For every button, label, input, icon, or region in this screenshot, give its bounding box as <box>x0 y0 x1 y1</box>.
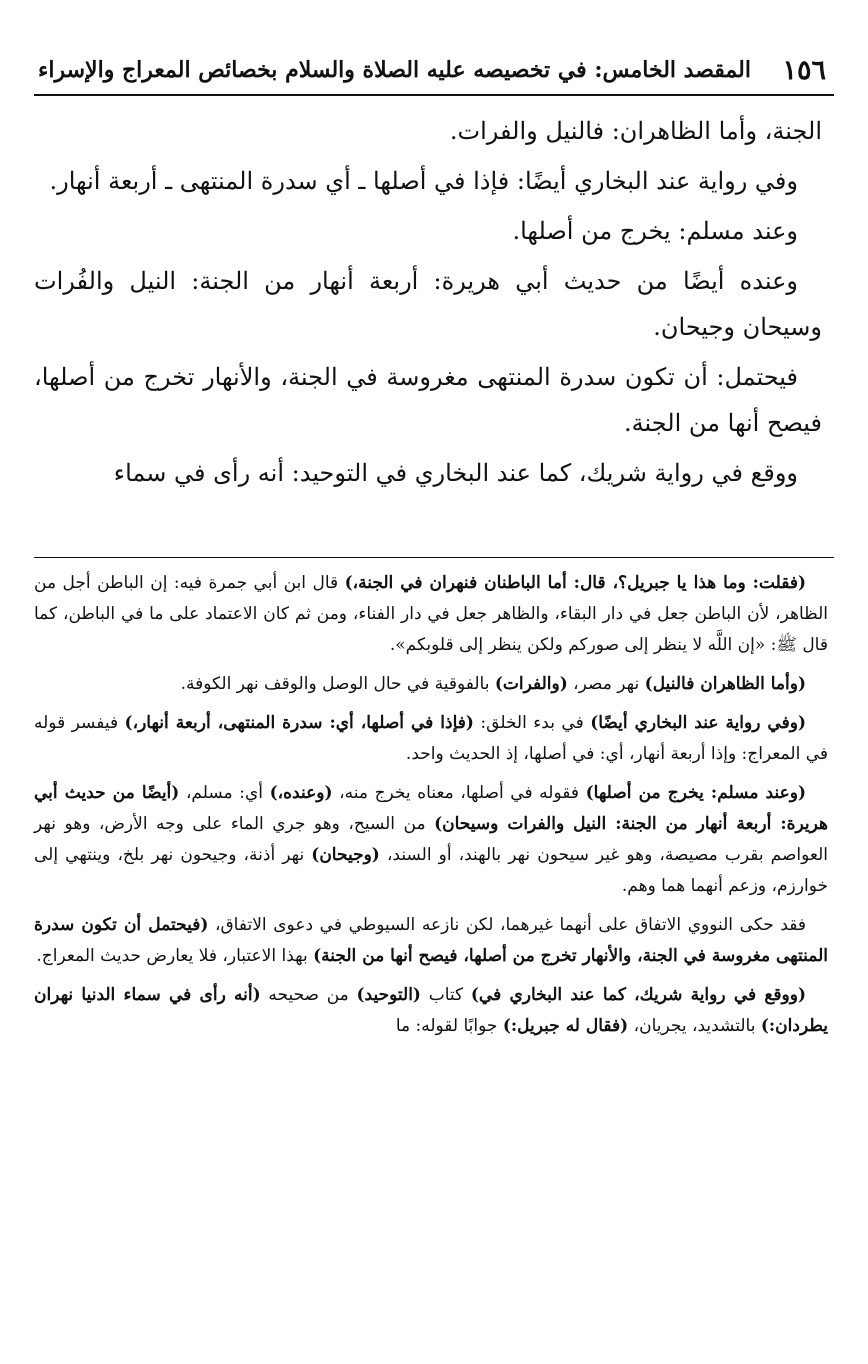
commentary-text: نهر أذنة، وجيحون نهر بلخ، وينتهي إلى خوارزم، وزعم أنهما هما وهم. <box>34 845 828 896</box>
quoted-text: (وفي رواية عند البخاري أيضًا) <box>590 713 806 733</box>
quoted-text: (والفرات) <box>494 674 568 694</box>
main-paragraph: وعنده أيضًا من حديث أبي هريرة: أربعة أنهار من الجنة: النيل والفُرات وسيحان وجيحان. <box>34 267 822 341</box>
commentary-text: بالتشديد، يجريان، <box>628 1016 761 1036</box>
commentary-text: كتاب <box>420 985 471 1005</box>
commentary-text: فيفسر قوله في المعراج: وإذا أربعة أنهار، أي: في أصلها، إذ الحديث واحد. <box>34 713 828 764</box>
commentary-paragraph <box>34 910 828 972</box>
commentary-text: في بدء الخلق: <box>473 713 591 733</box>
running-title: المقصد الخامس: في تخصيصه عليه الصلاة والسلام بخصائص المعراج والإسراء <box>38 57 751 83</box>
quoted-text: (التوحيد) <box>356 985 421 1005</box>
commentary-paragraph <box>34 708 828 770</box>
quoted-text: (وجيحان) <box>311 845 380 865</box>
commentary-paragraph <box>34 980 828 1042</box>
main-paragraph: الجنة، وأما الظاهران: فالنيل والفرات. <box>449 117 822 145</box>
quoted-text: (وعنده،) <box>269 783 333 803</box>
commentary-text: بهذا الاعتبار، فلا يعارض حديث المعراج. <box>36 946 314 966</box>
quoted-text: (وأما الظاهران فالنيل) <box>644 674 806 694</box>
commentary-text: فقوله في أصلها، معناه يخرج منه، <box>332 783 586 803</box>
commentary-text: قال ابن أبي جمرة فيه: إن الباطن أجل من الظاهر، لأن الباطن جعل في دار البقاء، والظاهر جعل في دار الفناء، ومن ثم كان الاعتماد على ما في الباطن، كما قال ﷺ: «إن اللَّه لا ينظر إلى صوركم ولكن ينظر إلى قلوبكم». <box>34 573 828 655</box>
quoted-text: (وعند مسلم: يخرج من أصلها) <box>585 783 806 803</box>
quoted-text: (ووقع في رواية شريك، كما عند البخاري في) <box>470 985 807 1005</box>
commentary-text: جوابًا لقوله: ما <box>395 1016 503 1036</box>
page-header <box>34 46 834 96</box>
quoted-text: (فيحتمل أن تكون سدرة المنتهى مغروسة في الجنة، والأنهار تخرج من أصلها، فيصح أنها من الجنة) <box>34 915 828 966</box>
commentary-text: أي: مسلم، <box>179 783 270 803</box>
main-paragraph: وعند مسلم: يخرج من أصلها. <box>512 217 798 245</box>
commentary-text: من السيح، وهو جري الماء على وجه الأرض، وهو نهر العواصم بقرب مصيصة، وهو غير سيحون نهر بالهند، أو السند، <box>34 814 828 865</box>
commentary <box>34 568 828 1050</box>
main-text <box>34 108 822 500</box>
page-number: ١٥٦ <box>782 54 826 86</box>
commentary-paragraph <box>34 669 828 700</box>
commentary-text: فقد حكى النووي الاتفاق على أنهما غيرهما، لكن نازعه السيوطي في دعوى الاتفاق، <box>208 915 806 935</box>
quoted-text: (أيضًا من حديث أبي هريرة: أربعة أنهار من الجنة: النيل والفرات وسيحان) <box>34 783 828 834</box>
quoted-text: (أنه رأى في سماء الدنيا نهران يطردان:) <box>34 985 828 1036</box>
quoted-text: (فقلت: وما هذا يا جبريل؟، قال: أما الباطنان فنهران في الجنة،) <box>344 573 807 593</box>
commentary-text: بالفوقية في حال الوصل والوقف نهر الكوفة. <box>180 674 495 694</box>
main-paragraph: وفي رواية عند البخاري أيضًا: فإذا في أصلها ـ أي سدرة المنتهى ـ أربعة أنهار. <box>49 167 798 195</box>
main-paragraph: ووقع في رواية شريك، كما عند البخاري في التوحيد: أنه رأى في سماء <box>113 459 798 487</box>
commentary-text: نهر مصر، <box>567 674 645 694</box>
main-paragraph: فيحتمل: أن تكون سدرة المنتهى مغروسة في الجنة، والأنهار تخرج من أصلها، فيصح أنها من الجنة. <box>34 363 822 437</box>
commentary-paragraph <box>34 568 828 661</box>
quoted-text: (فقال له جبريل:) <box>502 1016 629 1036</box>
commentary-text: من صحيحه <box>260 985 357 1005</box>
quoted-text: (فإذا في أصلها، أي: سدرة المنتهى، أربعة أنهار،) <box>124 713 474 733</box>
footnote-divider <box>34 557 834 558</box>
commentary-paragraph <box>34 778 828 902</box>
